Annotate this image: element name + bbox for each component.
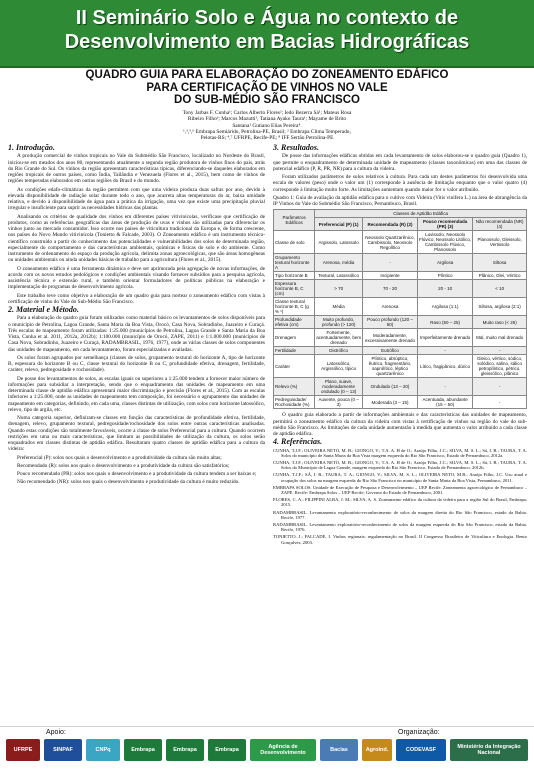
reference-item: TONIETTO, J.; FALCADE, I. Vinhos regionais: regulamentação no Brasil. II Congresso Brasileiro de Viticultura e Enologia. Bento Gonçalves, 2003. (273, 534, 527, 545)
logo-embrapa: Embrapa (124, 739, 162, 761)
logo-ministerio: Ministério da Integração Nacional (450, 739, 528, 761)
column-header: Pouco recomendada (PR) (3) (417, 218, 472, 231)
footer-logos (0, 726, 534, 769)
value-cell: Plíntico (417, 272, 472, 280)
param-cell: Drenagem (274, 329, 315, 347)
table-row (274, 298, 527, 316)
value-cell: Moderada (3 – 15) (363, 396, 418, 409)
value-cell: Textural, Latossólico (315, 272, 363, 280)
right-column (273, 144, 527, 547)
title-banner (0, 0, 534, 68)
reference-item: CUNHA, T.J.F.; OLIVEIRA NETO, M. B.; GIONGO, V.; T.A. A. H de O.; Araújo Filho, J.C.; SILVA, M. S. L.; Sá, I. B.; TAURA, T. A. Solos do município de Santa Maria da Boa Vista margem esquerda do Rio São Francisco, Estado de Pernambuco, 2012a. (273, 447, 527, 458)
value-cell: < 10 (473, 280, 527, 298)
table-row (274, 378, 527, 396)
value-cell: Argissolo, Latossolo (315, 231, 363, 254)
results-heading: 3. Resultados. (273, 143, 320, 152)
reference-item: EMBRAPA SOLOS. Unidade de Execução de Pesquisa e Desenvolvimento – UEP Recife. Zoneamento agroecológico de Pernambuco – ZAPE. Recife: Embrapa Solos – UEP Recife; Governo do Estado de Pernambuco, 2001. (273, 484, 527, 495)
value-cell: 70 - 20 (363, 280, 418, 298)
intro-heading: 1. Introdução. (8, 143, 55, 152)
value-cell: Muito profundo, profundo (> 120) (315, 316, 363, 329)
organization-label: Organização: (398, 729, 440, 736)
value-cell: Gleico, vértico, sódico, solódico, salino, sálico petroplíntico, pétrico, gleissólico, plânico (473, 355, 527, 378)
value-cell: Planossolo, Gleissolo, Vertissolo (473, 231, 527, 254)
param-cell: Relevo (%) (274, 378, 315, 396)
class-definition: Não recomendado (NR): solos nos quais o desenvolvimento e produtividade da cultura é muito reduzido. (17, 479, 240, 486)
value-cell: - (473, 378, 527, 396)
table-row (274, 329, 527, 347)
logo-bacias: Bacias (320, 739, 358, 761)
intro-paragraph: O zoneamento edáfico é uma ferramenta dinâmica e deve ser aprimorada pela agregação de novas informações, de acordo com os novos estudos pedológicos e condições ambientais visando fornecer subsídios para a pesquisa agrícola, assistência técnica e extensão rural, e também orientar formuladores de políticas públicas na elaboração e implementação de programas de desenvolvimento agrícola. (8, 265, 265, 291)
table-row (274, 347, 527, 355)
intro-paragraph: A produção comercial de vinhos tropicais no Vale do Submédio São Francisco, localizado no Nordeste do Brasil, iniciou-se em meados dos anos 80, representando atualmente a segunda região produtora de vinhos finos do país, atrás do Rio Grande do Sul. Os vinhos da região apresentam características típicas, diferenciando-se daqueles elaborados em regiões tropicais de outros países, como Índia, Tailândia e Venezuela (Flores et al., 2015), bem como de vinhos de regiões temperadas elaborados em outras regiões do Brasil e do mundo. (8, 153, 265, 185)
logo-embrapa: Embrapa (208, 739, 246, 761)
poster-title (0, 69, 534, 107)
logo-sinpaf: SINPAF (44, 739, 82, 761)
table-row (274, 254, 527, 272)
logo-ufrpe: UFRPE (6, 739, 40, 761)
authors-line: Tony Jarbas F. Cunha¹; Carlos Alberto Flores²; Iedo Bezerra Sá¹; Mateus Rosa (182, 110, 352, 116)
value-cell: Argilosa (417, 254, 472, 272)
column-header: Não recomendada (NR) (4) (473, 218, 527, 231)
value-cell: > 70 (315, 280, 363, 298)
table-row (274, 396, 527, 409)
banner-title-line1: II Seminário Solo e Água no contexto de (75, 7, 459, 29)
table-row (274, 280, 527, 298)
value-cell: Lítico, fragipânico, dúrico (417, 355, 472, 378)
references-heading: 4. Referências. (273, 437, 323, 447)
results-paragraph: Foram utilizados parâmetros de solos relativos à cultura. Para cada um destes parâmetros foi desenvolvida uma escala de valores (peso) onde o valor um (1) corresponde à ausência de limitação enquanto que o valor quatro (4) corresponde à limitação muito forte. As limitações aumentam quando maior for o valor atribuído. (273, 174, 527, 193)
value-cell: Siltosa, argilosa (2:1) (473, 298, 527, 316)
value-cell: - (417, 347, 472, 355)
table-row (274, 316, 527, 329)
method-paragraph: Os solos foram agrupados por semelhança (classes de solos, grupamento textural do horizonte A, tipo de horizonte B, espessura do horizonte B ou C, classe textural do horizonte B ou C, profundidade efetiva, drenagem, fertilidade, caráter, relevo, pedregosidade e rochosidade). (8, 354, 265, 374)
value-cell: Ausente, pouca (0 – 3) (315, 396, 363, 409)
reference-item: RADAMBRASIL. Levantamento exploratório-reconhecimento de solos da margem esquerda do Rio São Francisco, estado da Bahia. Recife, 1976. (273, 521, 527, 533)
value-cell: - (473, 396, 527, 409)
logo-codevasf: CODEVASF (396, 739, 446, 761)
param-cell: Classe de solo (274, 231, 315, 254)
intro-paragraph: Analisando os critérios de qualidade dos vinhos em diferentes países vitivinícolas, verificase que certificação de produtos, como as referências geográficas das áreas de produção de uvas e vinhos são utilizadas para diferenciar os vinhos junto ao mercado consumidor. Isso ocorre nos países de viticultura tradicional da Europa e, de forma crescente, nos países do Novo Mundo vitivinícola (Tonietto & Falcade, 2003). O Zoneamento edáfico é um instrumento técnico-científico construído a partir do conhecimento das potencialidades e vulnerabilidades dos solos de determinada região, especialmente do comportamento e das características ambientais, químicas e físicas do solo e do ambiente. Como instrumento de ordenamento do espaço da produção agrícola, delimita zonas agroecológicas, que são áreas homogêneas ou unidades ambientais ou ainda unidades básicas de trabalho para a agricultura (Flores et al., 2015). (8, 213, 265, 264)
method-heading: 2. Material e Método. (8, 305, 79, 314)
results-paragraph: O quadro guia elaborado a partir de informações ambientais e das características das unidades de mapeamento, permitirá o zoneamento edáfico da cultura da videira com vistas à certificação de vinhos na região do vale do sub-médio São Francisco. As limitações de cada unidade aumentarão à medida que aumenta o valor atribuído a cada classe de aptidão edáfica. (273, 412, 527, 437)
value-cell: Eutrófico (363, 347, 418, 355)
references-list (273, 448, 527, 545)
param-cell: Classe textural horizonte B, C (g % ¹) (274, 298, 315, 316)
reference-item: RADAMBRASIL. Levantamento exploratório-reconhecimento de solos da margem direita do Rio São Francisco, estado da Bahia. Recife, 1977. (273, 509, 527, 520)
value-cell: Plânico, Glei, Vértico (473, 272, 527, 280)
param-cell: Caráter (274, 355, 315, 378)
logo-embrapa: Embrapa (166, 739, 204, 761)
reference-item: CUNHA, T.J.F.; OLIVEIRA NETO, M. B.; GIONGO, V.; T.A. A. H de O.; Araújo Filho, J.C.; SILVA, M. S. L.; Sá, I. B.; TAURA, T. A. Solos do Município de Lagoa Grande, margem esquerda do Rio São Francisco, Estado de Pernambuco, 2012b. (273, 459, 527, 471)
authors-line: Santana¹ Gutiano Elias Pereira⁴. (232, 122, 302, 129)
intro-paragraph: As condições edafo-climáticas da região permitem com que uma videira produza duas safras por ano, devido à elevada disponibilidade de radiação solar durante todo o ano, que acarreta altas temperaturas do ar, baixa umidade relativa, e devido à disponibilidade de água para a prática da irrigação, uma vez que existe uma precipitação pluvial irregular e insuficiente para suprir as necessidades hídricas das plantas. (8, 186, 265, 212)
param-cell: Grupamento textural horizonte A (274, 254, 315, 272)
intro-paragraph: Este trabalho teve como objetivo a elaboração de um quadro guia para nortear o zoneamento edáfico com vistas à certificação de vinho do Vale do Sub-Médio São Francisco. (8, 292, 265, 305)
param-header: Parâmetros Edáficos (274, 210, 315, 231)
support-label: Apoio: (46, 729, 66, 736)
value-cell: Incipiente (363, 272, 418, 280)
param-cell: Fertilidade (274, 347, 315, 355)
column-header: Recomendada (R) (2) (363, 218, 418, 231)
authors-line: Ribeiro Filho³; Marcos Mazutti¹, Tatiana Ayako Taura¹; Mayame de Brito (187, 116, 347, 123)
value-cell: Média (315, 298, 363, 316)
affiliation-line: Pelotas-RS; ⁴,⁷ UFRPE, Recife-PE; ⁸ IFF Sertão Petrolina-PE (200, 135, 334, 142)
value-cell: Mal, muito mal drenado (473, 329, 527, 347)
value-cell: Siltosa (473, 254, 527, 272)
value-cell: - (363, 254, 418, 272)
poster-title-line1: QUADRO GUIA PARA ELABORAÇÃO DO ZONEAMENTO EDÁFICO (85, 69, 449, 81)
value-cell: Ondulado (13 – 20) (363, 378, 418, 396)
table-row (274, 231, 527, 254)
value-cell: Plano, suave, moderadamente ondulado (0 – 13) (315, 378, 363, 396)
param-cell: Espessura horizonte B, C (cm) (274, 280, 315, 298)
table-row (274, 355, 527, 378)
table-caption: Quadro 1: Guia de avaliação da aptidão edáfica para o cultivo com Videira (Vitis vinifera L.) na área de abrangência da IP Vinhos do Vale do Submédio São Francisco, Pernambuco, Brasil. (273, 194, 527, 207)
value-cell: Imperfeitamente drenado (417, 329, 472, 347)
value-cell: Argilosa (1:1) (417, 298, 472, 316)
value-cell: Muito raso (< 25) (473, 316, 527, 329)
table-row (274, 272, 527, 280)
value-cell: Latossólico, Argissólico, típico (315, 355, 363, 378)
value-cell: Neossolo Quartzarênico, Cambissolo, Neossolo Regolítico (363, 231, 418, 254)
class-definition: Pouco recomendado (PR): solos nos quais o desenvolvimento e a produtividade da cultura tendem a ser baixas e; (17, 471, 257, 477)
logo-cnpq: CNPq (86, 739, 120, 761)
method-paragraph: Numa categoria superior, definiram-se classes em função das características de profundidade efetiva, fertilidade, drenagem, relevo, grupamento textural, pedregosidade/rochosidade dos solos entre outras características analisadas. Quando estas condições são totalmente favoráveis, ocorre a classe de solos Preferencial para a cultura. Quando ocorrem restrições em uma ou mais características, que limitam as possibilidades de utilização da cultura, os solos serão enquadrados em classes distintas de aptidão edáfica. Resultaram quatro classes de aptidão edáfica para a cultura da videira: (8, 415, 265, 453)
poster-title-line3: DO SUB-MÉDIO SÃO FRANCISCO (174, 94, 360, 106)
value-cell: Raso (50 – 25) (417, 316, 472, 329)
method-paragraph: De posse dos levantamentos de solos, as escalas iguais ou superiores a 1:25.000 tendem a fornecer maior número de informações para subsidiar a interpretação, sendo que o enquadramento das unidades de mapeamento em uma determinada classe de aptidão edáfica apresentará maior discriminação e precisão (Flores et al., 2015). Com as escalas inferiores a 1:25.000, onde as unidades de mapeamento tem composição, foi necessário o agrupamento das unidades de mapeamento em categorias, definindo, em cada uma, classes distintas de utilização, com solos com horizonte latossólico, relevo, tipo de argila, etc. (8, 375, 265, 413)
authors-block (0, 110, 534, 141)
value-cell: Luvissolo, Neossolo Flúvico, Neossolo Litólico, Cambissolo Flúvico, Planossolo (419, 232, 472, 253)
poster-title-line2: PARA CERTIFICAÇÃO DE VINHOS NO VALE (146, 81, 388, 94)
param-cell: Pedregosidade/ Rochosidade (%) (274, 396, 315, 409)
param-cell: Profundidade efetiva (cm) (274, 316, 315, 329)
value-cell: - (473, 347, 527, 355)
left-column (8, 144, 265, 488)
value-cell: Acentuada, abundante (15 – 50) (417, 396, 472, 409)
group-header: Classes de Aptidão Edáfica (315, 210, 527, 218)
param-cell: Tipo horizonte B (274, 272, 315, 280)
banner-title-line2: Desenvolvimento em Bacias Hidrográficas (64, 31, 470, 53)
value-cell: Arenosa (363, 298, 418, 316)
value-cell: Moderadamente, excessivamente drenado (363, 329, 418, 347)
class-definition: Recomendado (R): solos nos quais o desenvolvimento e a produtividade da cultura são satisfatórios; (17, 462, 230, 469)
value-cell: - (417, 378, 472, 396)
logo-agroind: Agroind. (362, 739, 392, 761)
value-cell: Fortemente, acentuadamente, bem drenado (316, 330, 362, 346)
reference-item: FLORES, C. A.; FILIPPINI ALBA, J. M.; SILVA, A. S. Zoneamento edáfico da cultura da videira para a região Sul do Brasil, Embrapa, 2015. (273, 497, 527, 508)
results-paragraph: De posse das informações edáficas obtidas em cada levantamento de solos elaborou-se o quadro guia (Quadro 1), que permite o enquadramento de determinada unidade de mapeamento (classes taxonômicas) em uma das classes de potencial edáfico (P, R, PR, NR) para a cultura da videira. (273, 153, 527, 172)
table-body (274, 231, 527, 409)
method-paragraph: Para a elaboração do quadro guia foram utilizados como material básico os levantamentos de solos disponíveis para o município de Petrolina, Lagoa Grande, Santa Maria da Boa Vista, Orocó, Casa Nova, Sobradinho, Juazeiro e Curaçá. Três escalas de mapeamento foram utilizadas: 1:25.000 (municípios de Petrolina, Lagoa Grande e Santa Maria da Boa Vista, Cunha et al. 2011, 2012a, 2012b); 1:100.000 (município de Orocó, ZAPE, 2011) e 1:1.000.000 (municípios de Casa Nova, Sobradinho, Juazeiro e Curaçá, RADAMBRASIL, 1976, 1977), onde as várias classes de solos componentes das unidades de mapeamento, em cada levantamento, foram especializadas e avaliadas. (8, 315, 265, 353)
value-cell: Arenosa, média (315, 254, 363, 272)
value-cell: 20 - 10 (417, 280, 472, 298)
value-cell: Plíntico, abrúptico, êutrico, fragmentário, saprolítico, léptico quartzarênico (363, 355, 418, 378)
value-cell: Pouco profundo (120 – 50) (363, 316, 418, 329)
affiliation-line: ¹,³,⁵,⁶ Embrapa Semiárido, Petrolina-PE, Brasil; ² Embrapa Clima Temperado, (183, 128, 351, 135)
value-cell: Distrófico (315, 347, 363, 355)
reference-item: CUNHA, T.J.F.; SÁ, I. B.; TAURA, T. A.; GIONGO, V.; SILVA, M. S. L.; OLIVEIRA NETO, M.B.; Araújo Filho, J.C. Uso atual e ocupação dos solos na margem esquerda do Rio São Francisco no município de Santa Maria da Boa Vista, Pernambuco, 2011. (273, 472, 527, 483)
logo-agency: Agência de Desenvolvimento (250, 739, 316, 761)
aptitude-table (273, 209, 527, 409)
column-header: Preferencial (P) (1) (315, 218, 363, 231)
class-definition: Preferencial (P): solos nos quais o desenvolvimento e a produtividade da cultura são muito altas; (17, 454, 222, 461)
references-section (273, 439, 527, 545)
